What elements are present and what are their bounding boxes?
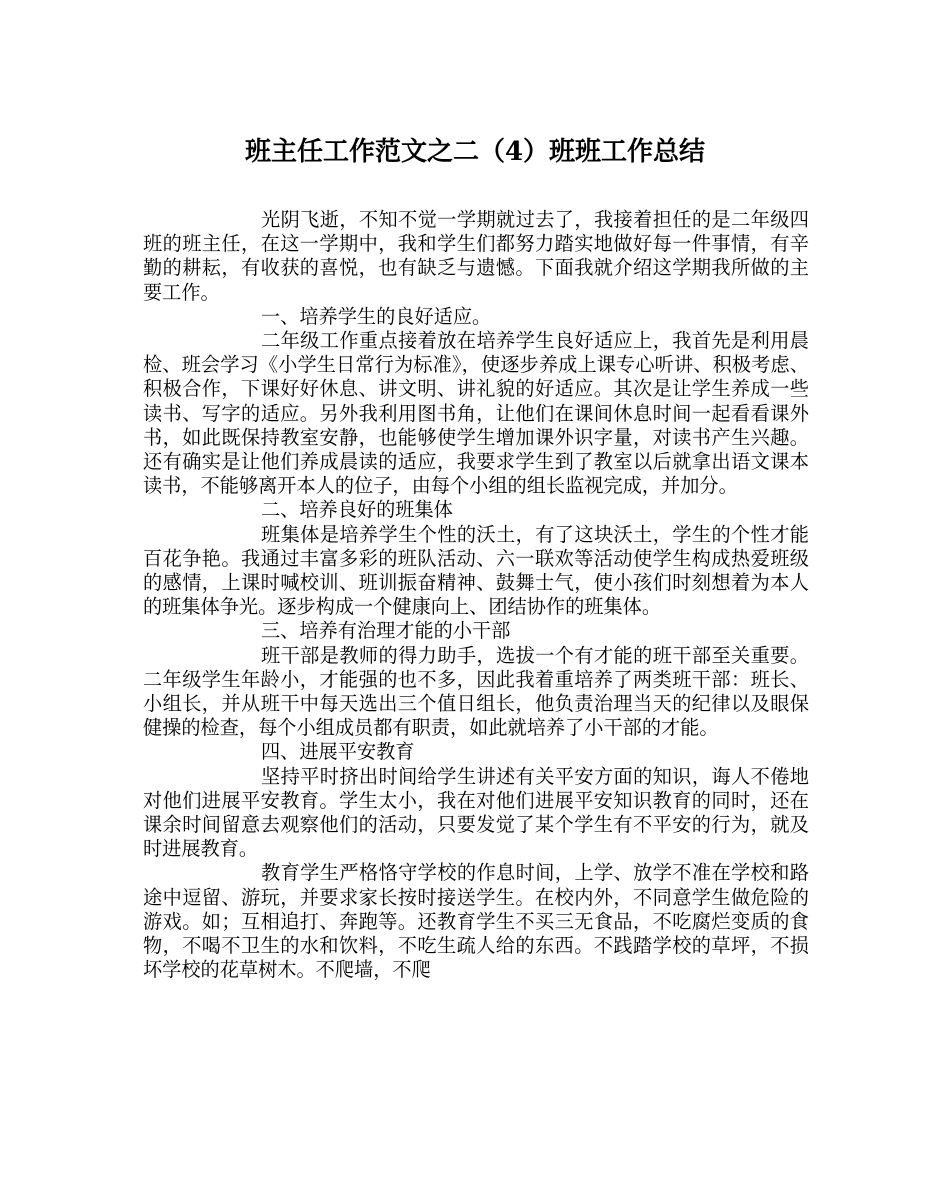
document-title: 班主任工作范文之二（4）班班工作总结 [244, 137, 706, 167]
section-heading-1: 一、培养学生的良好适应。 [261, 304, 492, 328]
section-heading-3: 三、培养有治理才能的小干部 [261, 619, 511, 643]
document-body [143, 208, 809, 983]
paragraph-intro: 光阴飞逝，不知不觉一学期就过去了，我接着担任的是二年级四班的班主任，在这一学期中，我和学生们都努力踏实地做好每一件事情，有辛勤的耕耘，有收获的喜悦，也有缺乏与遗憾。下面我就介绍这学期我所做的主要工作。 [143, 208, 809, 304]
section-heading-4: 四、进展平安教育 [261, 740, 415, 764]
paragraph-habits: 二年级工作重点接着放在培养学生良好适应上，我首先是利用晨检、班会学习《小学生日常行为标准》，使逐步养成上课专心听讲、积极考虑、积极合作，下课好好休息、讲文明、讲礼貌的好适应。其次是让学生养成一些读书、写字的适应。另外我利用图书角，让他们在课间休息时间一起看看课外书，如此既保持教室安静，也能够使学生增加课外识字量，对读书产生兴趣。还有确实是让他们养成晨读的适应，我要求学生到了教室以后就拿出语文课本读书，不能够离开本人的位子，由每个小组的组长监视完成，并加分。 [143, 329, 809, 498]
paragraph-rules: 教育学生严格恪守学校的作息时间，上学、放学不准在学校和路途中逗留、游玩，并要求家长按时接送学生。在校内外，不同意学生做危险的游戏。如；互相追打、奔跑等。还教育学生不买三无食品，不吃腐烂变质的食物，不喝不卫生的水和饮料，不吃生疏人给的东西。不践踏学校的草坪，不损坏学校的花草树木。不爬墙，不爬 [143, 861, 809, 982]
paragraph-cadres: 班干部是教师的得力助手，选拔一个有才能的班干部至关重要。二年级学生年龄小，才能强的也不多，因此我着重培养了两类班干部：班长、小组长，并从班干中每天选出三个值日组长，他负责治理当天的纪律以及眼保健操的检查，每个小组成员都有职责，如此就培养了小干部的才能。 [143, 643, 809, 740]
section-heading-2: 二、培养良好的班集体 [261, 498, 453, 522]
paragraph-collective: 班集体是培养学生个性的沃土，有了这块沃土，学生的个性才能百花争艳。我通过丰富多彩的班队活动、六一联欢等活动使学生构成热爱班级的感情，上课时喊校训、班训振奋精神、鼓舞士气，使小孩们时刻想着为本人的班集体争光。逐步构成一个健康向上、团结协作的班集体。 [143, 522, 809, 619]
paragraph-safety: 坚持平时挤出时间给学生讲述有关平安方面的知识，诲人不倦地对他们进展平安教育。学生太小，我在对他们进展平安知识教育的同时，还在课余时间留意去观察他们的活动，只要发觉了某个学生有不平安的行为，就及时进展教育。 [143, 764, 809, 861]
